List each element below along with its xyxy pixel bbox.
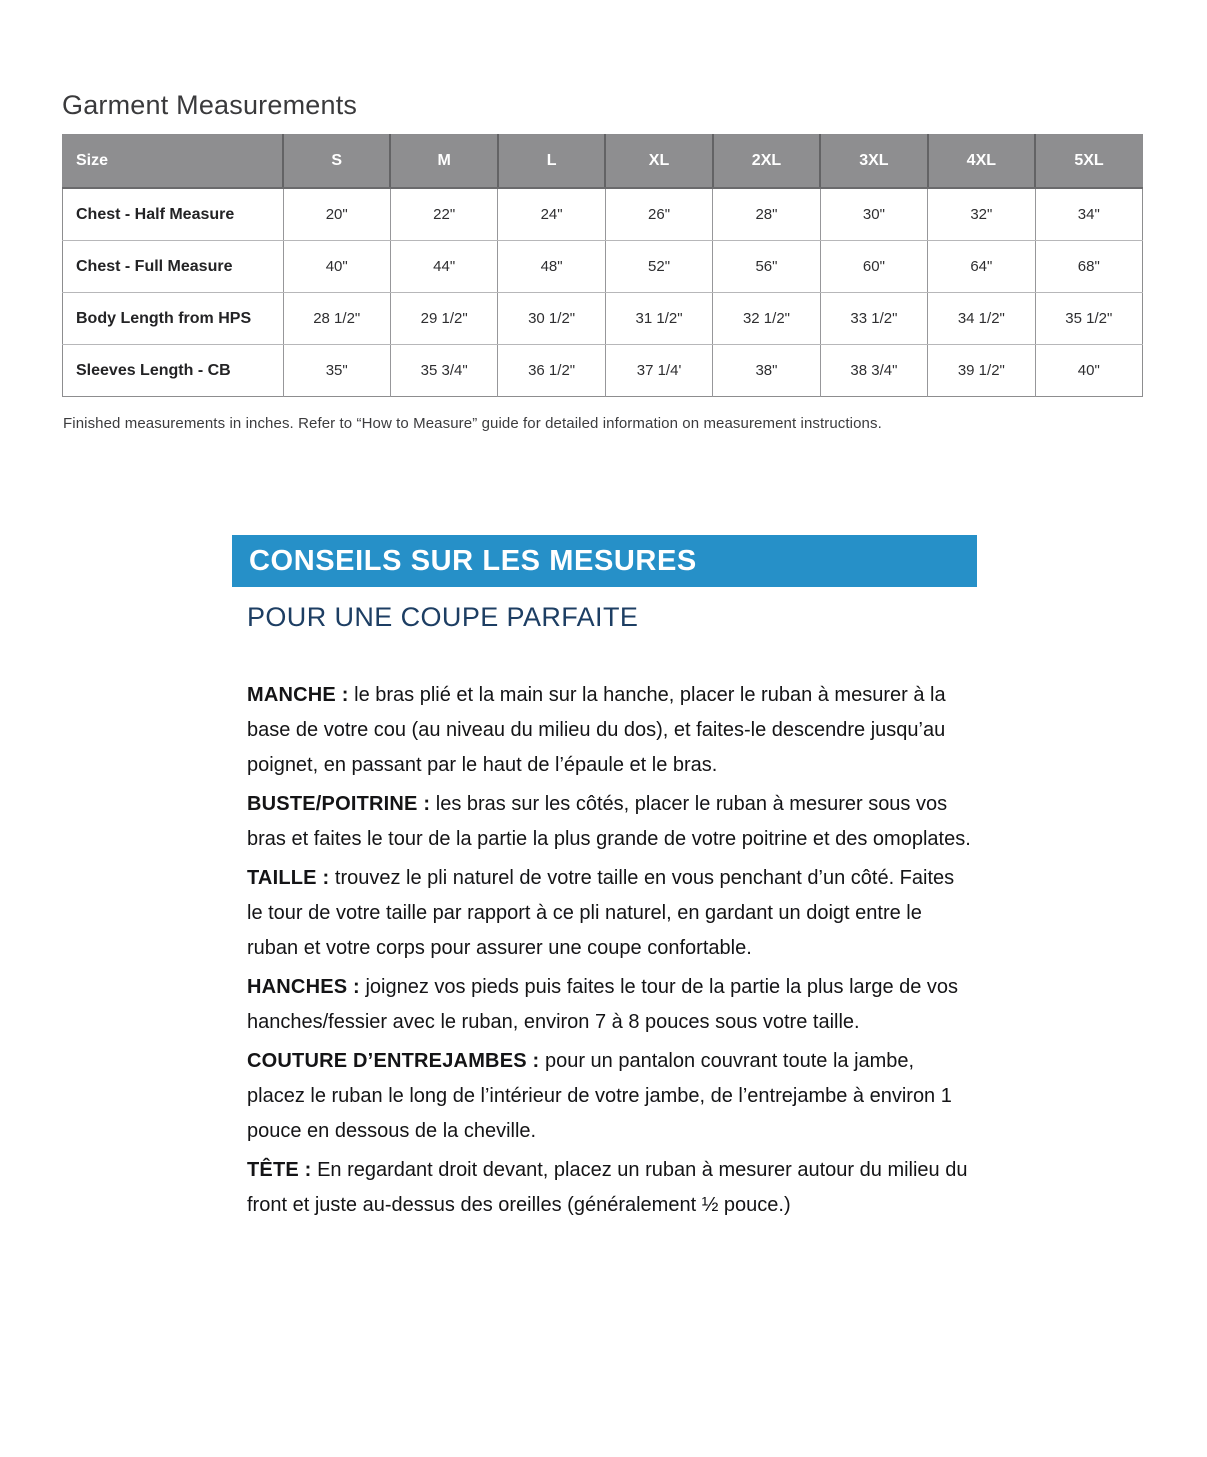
tip-term: HANCHES : <box>247 976 360 998</box>
measurement-value: 30" <box>820 188 927 241</box>
row-label: Chest - Half Measure <box>63 188 284 241</box>
measurement-value: 29 1/2" <box>390 293 497 345</box>
size-header-m: M <box>390 135 497 189</box>
measurement-value: 20" <box>283 188 390 241</box>
conseils-banner <box>232 535 977 587</box>
measurement-value: 32" <box>928 188 1035 241</box>
table-row <box>63 293 1143 345</box>
measurement-value: 39 1/2" <box>928 345 1035 397</box>
tip-term: MANCHE : <box>247 684 349 706</box>
measuring-tip <box>247 678 971 783</box>
measurement-value: 35" <box>283 345 390 397</box>
measurement-value: 26" <box>605 188 712 241</box>
measurement-value: 31 1/2" <box>605 293 712 345</box>
measurement-value: 38" <box>713 345 820 397</box>
garment-measurements-section <box>0 0 1207 432</box>
measurement-value: 34" <box>1035 188 1142 241</box>
measuring-tip <box>247 1044 971 1149</box>
measuring-tips-list <box>247 678 971 1223</box>
measurement-value: 60" <box>820 241 927 293</box>
tip-term: COUTURE D’ENTREJAMBES : <box>247 1050 540 1072</box>
table-row <box>63 188 1143 241</box>
measuring-tip <box>247 861 971 966</box>
table-row <box>63 345 1143 397</box>
tip-term: TÊTE : <box>247 1159 312 1181</box>
size-header-row <box>63 135 1143 189</box>
tip-term: BUSTE/POITRINE : <box>247 793 431 815</box>
measurement-value: 38 3/4" <box>820 345 927 397</box>
tip-text: trouvez le pli naturel de votre taille en vous penchant d’un côté. Faites le tour de votre taille par rapport à ce pli naturel, en gardant un doigt entre le ruban et votre corps pour assurer une coupe confortable. <box>247 867 955 959</box>
measurement-value: 30 1/2" <box>498 293 605 345</box>
size-column-header: Size <box>63 135 284 189</box>
measurement-value: 33 1/2" <box>820 293 927 345</box>
tip-text: le bras plié et la main sur la hanche, placer le ruban à mesurer à la base de votre cou (au niveau du milieu du dos), et faites-le descendre jusqu’au poignet, en passant par le haut de l’épaule et le bras. <box>247 684 946 776</box>
measurement-value: 36 1/2" <box>498 345 605 397</box>
measurement-value: 44" <box>390 241 497 293</box>
measurement-value: 32 1/2" <box>713 293 820 345</box>
measurement-value: 48" <box>498 241 605 293</box>
measurement-value: 35 1/2" <box>1035 293 1142 345</box>
row-label: Sleeves Length - CB <box>63 345 284 397</box>
conseils-subtitle: POUR UNE COUPE PARFAITE <box>247 602 639 632</box>
tip-term: TAILLE : <box>247 867 330 889</box>
row-label: Body Length from HPS <box>63 293 284 345</box>
tip-text: En regardant droit devant, placez un ruban à mesurer autour du milieu du front et juste au-dessus des oreilles (généralement ½ pouce.) <box>247 1159 968 1216</box>
measurement-value: 37 1/4' <box>605 345 712 397</box>
measurement-value: 35 3/4" <box>390 345 497 397</box>
conseils-banner-title: CONSEILS SUR LES MESURES <box>249 544 697 577</box>
measurement-value: 34 1/2" <box>928 293 1035 345</box>
size-header-3xl: 3XL <box>820 135 927 189</box>
size-header-l: L <box>498 135 605 189</box>
measurement-value: 56" <box>713 241 820 293</box>
size-table-header <box>63 135 1143 189</box>
table-footnote: Finished measurements in inches. Refer to “How to Measure” guide for detailed information on measurement instructions. <box>63 415 882 432</box>
measurement-value: 64" <box>928 241 1035 293</box>
measurement-value: 52" <box>605 241 712 293</box>
page-title: Garment Measurements <box>62 90 358 120</box>
measuring-tip <box>247 970 971 1040</box>
measurement-value: 40" <box>1035 345 1142 397</box>
measurement-value: 22" <box>390 188 497 241</box>
measurement-value: 28" <box>713 188 820 241</box>
row-label: Chest - Full Measure <box>63 241 284 293</box>
measurement-value: 68" <box>1035 241 1142 293</box>
tip-text: pour un pantalon couvrant toute la jambe, placez le ruban le long de l’intérieur de votre jambe, de l’entrejambe à environ 1 pouce en dessous de la cheville. <box>247 1050 952 1142</box>
measurement-value: 28 1/2" <box>283 293 390 345</box>
size-header-2xl: 2XL <box>713 135 820 189</box>
tip-text: joignez vos pieds puis faites le tour de la partie la plus large de vos hanches/fessier avec le ruban, environ 7 à 8 pouces sous votre taille. <box>247 976 959 1033</box>
tip-text: les bras sur les côtés, placer le ruban à mesurer sous vos bras et faites le tour de la partie la plus grande de votre poitrine et des omoplates. <box>247 793 971 850</box>
size-header-xl: XL <box>605 135 712 189</box>
size-header-5xl: 5XL <box>1035 135 1142 189</box>
measuring-tip <box>247 787 971 857</box>
measuring-tip <box>247 1153 971 1223</box>
size-table-body <box>63 188 1143 397</box>
table-row <box>63 241 1143 293</box>
measurement-value: 24" <box>498 188 605 241</box>
size-header-4xl: 4XL <box>928 135 1035 189</box>
measurement-value: 40" <box>283 241 390 293</box>
size-header-s: S <box>283 135 390 189</box>
measuring-tips-section <box>0 535 1207 1223</box>
garment-measurements-table <box>62 134 1143 397</box>
